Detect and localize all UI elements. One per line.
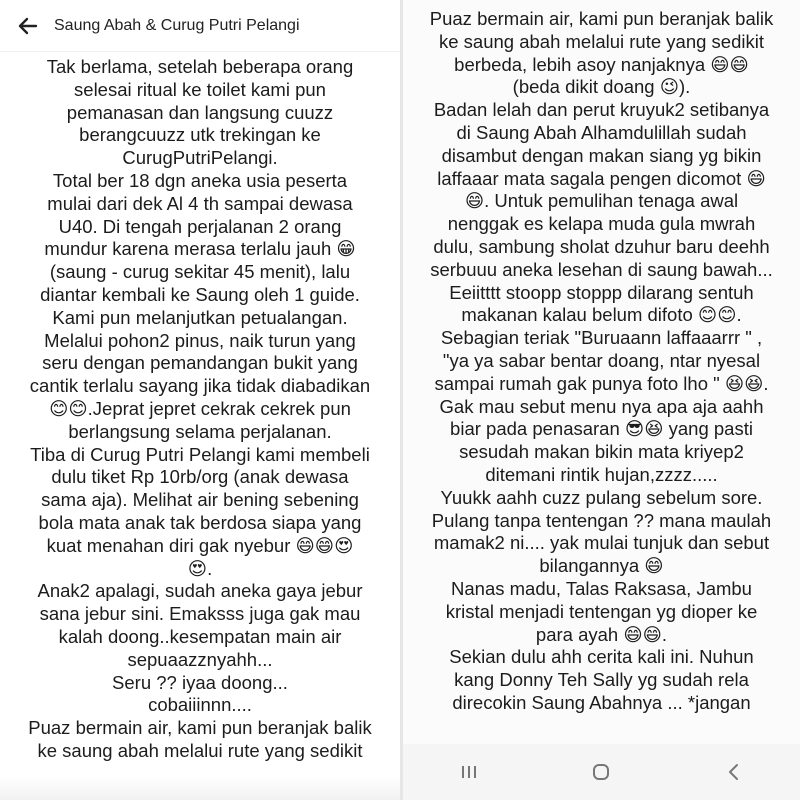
text-line: bilangannya 😄 [539, 555, 664, 577]
text-line: ditemani rintik hujan,zzzz..... [485, 463, 718, 485]
text-line: sana jebur sini. Emaksss juga gak mau [39, 603, 361, 625]
text-line: Gak mau sebut menu nya apa aja aahh [439, 395, 764, 417]
text-line: mundur karena merasa terlalu jauh 😁 [44, 238, 356, 260]
text-line: nenggak es kelapa muda gula mwrah [447, 213, 756, 235]
nav-back-button[interactable] [704, 752, 764, 792]
post-text-right [403, 0, 800, 715]
text-line: seru dengan pemandangan bukit yang [42, 352, 358, 374]
home-icon [591, 762, 611, 782]
text-line: Tak berlama, setelah beberapa orang [46, 56, 354, 77]
text-line: cobaiiinnn.... [148, 694, 252, 716]
text-line: di Saung Abah Alhamdulillah sudah [456, 121, 747, 143]
text-line: sesudah makan bikin mata kriyep2 [459, 441, 744, 463]
right-screenshot-panel [403, 0, 800, 800]
text-line: mulai dari dek Al 4 th sampai dewasa [47, 192, 353, 214]
text-line: berbeda, lebih asoy nanjaknya 😄😄 [454, 53, 749, 75]
text-line: Tiba di Curug Putri Pelangi kami membeli [30, 443, 370, 465]
text-line: 😊😊.Jeprat jepret cekrak cekrek pun [49, 397, 351, 419]
text-line: sama aja). Melihat air bening sebening [41, 489, 359, 511]
text-line: Kami pun melanjutkan petualangan. [52, 306, 348, 328]
text-line: Sebagian teriak "Buruaann laffaaarrr " , [440, 327, 763, 349]
page-title: Saung Abah & Curug Putri Pelangi [54, 16, 300, 34]
text-line: dulu tiket Rp 10rb/org (anak dewasa [51, 466, 349, 488]
app-bar [0, 0, 400, 52]
text-line: ke saung abah melalui rute yang sedikit [439, 30, 764, 52]
back-button[interactable] [8, 0, 48, 52]
text-line: kang Donny Teh Sally yg sudah rela [454, 669, 749, 691]
text-line: Yuukk aahh cuzz pulang sebelum sore. [440, 486, 763, 508]
text-line: 😄. Untuk pemulihan tenaga awal [464, 190, 739, 212]
text-line: Total ber 18 dgn aneka usia peserta [52, 169, 348, 191]
text-line: direcokin Saung Abahnya ... *jangan [452, 691, 751, 713]
android-navigation-bar [403, 744, 800, 800]
text-line: Puaz bermain air, kami pun beranjak balik [429, 8, 774, 29]
text-line: biar pada penasaran 😎😆 yang pasti [450, 418, 753, 440]
text-line: berangcuuzz utk trekingan ke [79, 124, 321, 146]
text-line: makanan kalau belum difoto 😊😊. [461, 304, 742, 326]
text-line: (saung - curug sekitar 45 menit), lalu [49, 261, 351, 283]
text-line: 😍. [187, 557, 213, 579]
text-line: sampai rumah gak punya foto lho " 😆😆. [434, 372, 769, 394]
text-line: diantar kembali ke Saung oleh 1 guide. [40, 283, 360, 305]
text-line: (beda dikit doang 😉). [512, 76, 691, 98]
text-line: para ayah 😄😄. [535, 623, 668, 645]
text-line: Pulang tanpa tentengan ?? mana maulah [431, 509, 772, 531]
text-line: Badan lelah dan perut kruyuk2 setibanya [433, 99, 770, 121]
text-line: Seru ?? iyaa doong... [112, 671, 288, 693]
text-line: Nanas madu, Talas Raksasa, Jambu [451, 577, 752, 599]
text-line: kalah doong..kesempatan main air [58, 625, 342, 647]
text-line: berlangsung selama perjalanan. [68, 420, 332, 442]
bottom-edge [0, 776, 400, 800]
text-line: sepuaazznyahh... [127, 648, 273, 670]
text-line: serbuuu aneka lesehan di saung bawah... [430, 258, 773, 280]
text-line: disambut dengan makan siang yg bikin [441, 144, 762, 166]
text-line: Eeiitttt stoopp stoppp dilarang sentuh [449, 281, 754, 303]
home-button[interactable] [571, 752, 631, 792]
text-line: Sekian dulu ahh cerita kali ini. Nuhun [449, 646, 754, 668]
text-line: cantik terlalu sayang jika tidak diabadikan [29, 375, 371, 397]
text-line: mamak2 ni.... yak mulai tunjuk dan sebut [433, 532, 770, 554]
text-line: kristal menjadi tentengan yg dioper ke [445, 600, 758, 622]
text-line: selesai ritual ke toilet kami pun [74, 78, 326, 100]
text-line: kuat menahan diri gak nyebur 😄😄😍 [46, 534, 354, 556]
text-line: laffaaar mata sagala pengen dicomot 😄 [437, 167, 766, 189]
text-line: Anak2 apalagi, sudah aneka gaya jebur [37, 580, 363, 602]
post-text-left [0, 52, 400, 763]
text-line: Melalui pohon2 pinus, naik turun yang [44, 329, 356, 351]
text-line: dulu, sambung sholat dzuhur baru deehh [433, 235, 770, 257]
text-line: U40. Di tengah perjalanan 2 orang [58, 215, 342, 237]
text-line: "ya ya sabar bentar doang, ntar nyesal [442, 349, 761, 371]
text-line: Puaz bermain air, kami pun beranjak balik [28, 717, 372, 739]
text-line: pemanasan dan langsung cuuzz [66, 101, 334, 123]
chevron-left-icon [724, 762, 744, 782]
recents-icon [459, 764, 479, 780]
text-line: bola mata anak tak berdosa siapa yang [38, 511, 362, 533]
text-line: CurugPutriPelangi. [122, 147, 278, 169]
text-line: ke saung abah melalui rute yang sedikit [37, 739, 363, 761]
recents-button[interactable] [439, 752, 499, 792]
arrow-left-icon [18, 16, 38, 36]
